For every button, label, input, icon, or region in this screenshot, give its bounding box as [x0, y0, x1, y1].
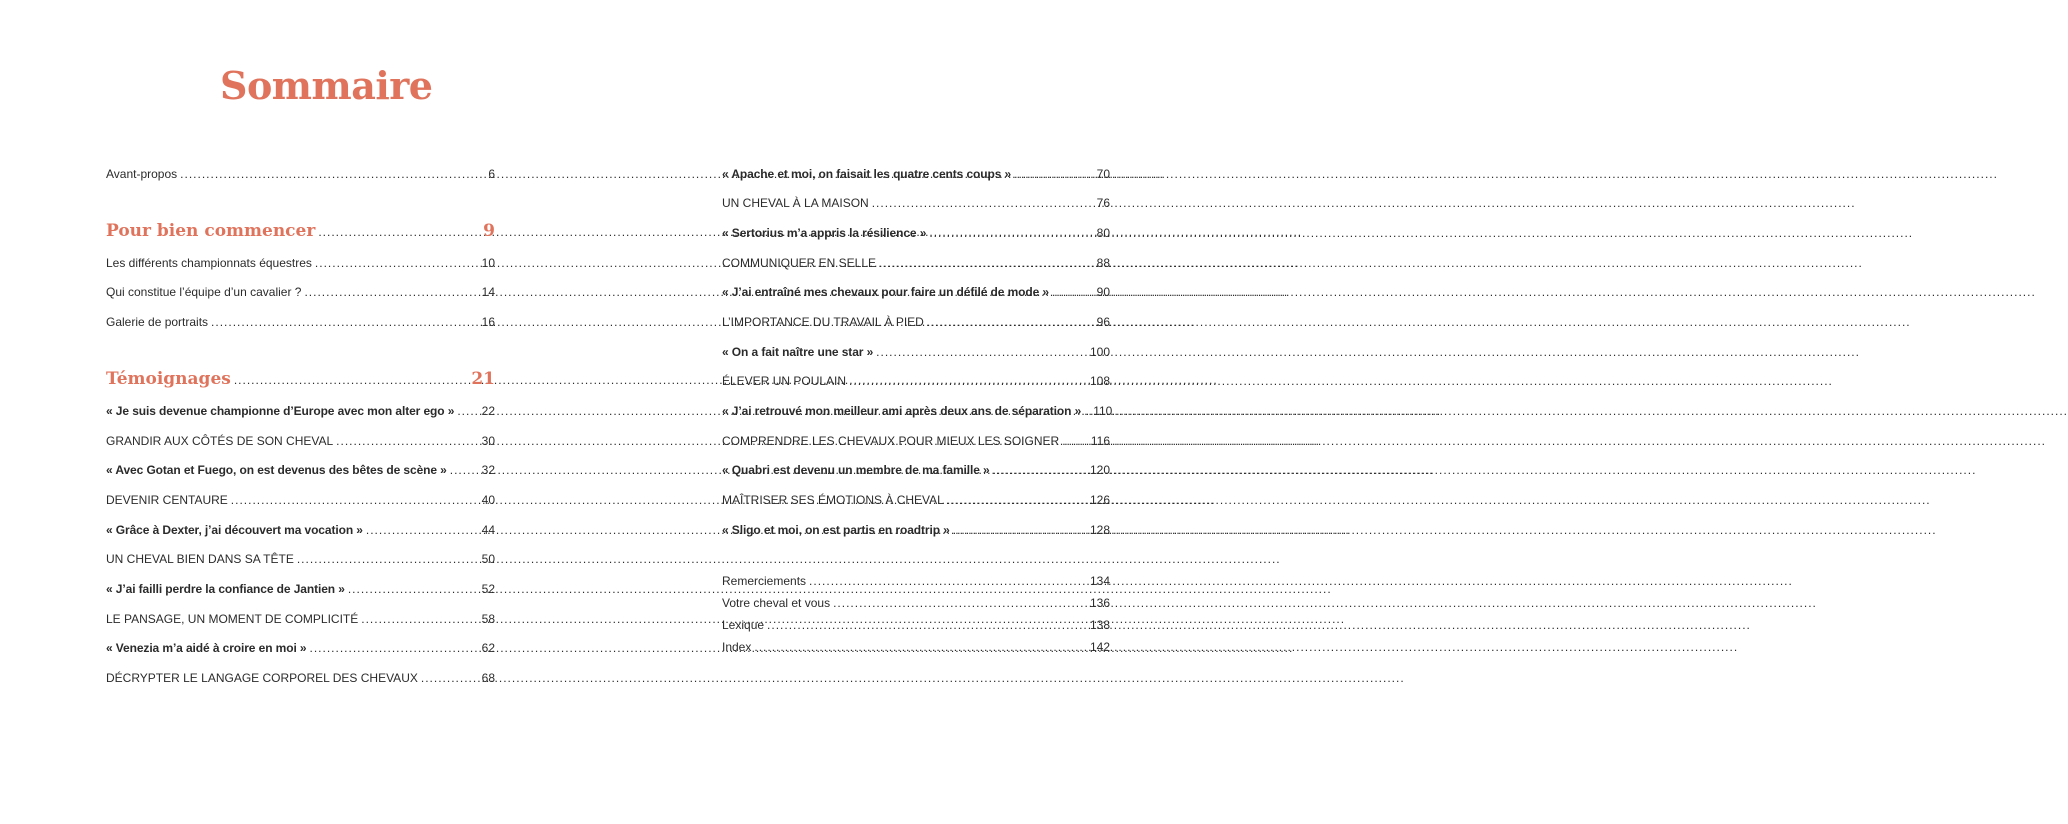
dot-leader: [879, 255, 1094, 271]
dot-leader: [833, 595, 1087, 611]
toc-entry[interactable]: [722, 314, 1110, 330]
toc-entry-page: 76: [1096, 196, 1110, 210]
toc-entry-label: « Quabri est devenu un membre de ma famille »: [722, 463, 990, 477]
toc-entry[interactable]: [106, 284, 495, 300]
toc-entry-page: 128: [1089, 523, 1110, 537]
toc-entry-page: 22: [481, 404, 495, 418]
toc-entry-page: 62: [481, 641, 495, 655]
dot-leader: [947, 492, 1087, 508]
toc-entry-label: DEVENIR CENTAURE: [106, 493, 228, 507]
toc-entry[interactable]: [722, 522, 1110, 538]
toc-entry-page: 68: [481, 671, 495, 685]
toc-entry-page: 44: [481, 523, 495, 537]
section-heading-page: 21: [471, 369, 495, 389]
section-heading-page: 9: [483, 221, 495, 241]
toc-entry[interactable]: [722, 166, 1110, 182]
toc-entry-page: 10: [481, 256, 495, 270]
dot-leader: [876, 344, 1087, 360]
dot-leader: [234, 369, 468, 391]
toc-entry-page: 70: [1096, 167, 1110, 181]
toc-entry-page: 40: [481, 493, 495, 507]
toc-entry-label: COMMUNIQUER EN SELLE: [722, 256, 877, 270]
toc-entry-page: 32: [481, 463, 495, 477]
toc-entry[interactable]: [106, 462, 495, 478]
dot-leader: [336, 433, 478, 449]
dot-leader: [809, 573, 1087, 589]
toc-entry-label: « Grâce à Dexter, j’ai découvert ma vocation »: [106, 523, 363, 537]
toc-entry-page: 134: [1089, 574, 1110, 588]
toc-entry-avant-propos[interactable]: [106, 166, 495, 182]
dot-leader: [231, 492, 479, 508]
dot-leader: [754, 639, 1087, 655]
toc-entry-page: 52: [481, 582, 495, 596]
toc-entry[interactable]: [106, 640, 495, 656]
toc-entry[interactable]: [722, 284, 1110, 300]
toc-entry-page: 120: [1089, 463, 1110, 477]
toc-entry-page: 138: [1089, 618, 1110, 632]
dot-leader: [180, 166, 485, 182]
dot-leader: [1084, 403, 1090, 419]
toc-entry-page: 80: [1096, 226, 1110, 240]
toc-entry-label: L’IMPORTANCE DU TRAVAIL À PIED: [722, 315, 924, 329]
toc-entry-page: 50: [481, 552, 495, 566]
dot-leader: [450, 462, 479, 478]
toc-entry[interactable]: [106, 611, 495, 627]
toc-entry-label: Les différents championnats équestres: [106, 256, 312, 270]
dot-leader: [1062, 433, 1088, 449]
toc-entry-label: Qui constitue l’équipe d’un cavalier ?: [106, 285, 302, 299]
toc-entry-label: « Avec Gotan et Fuego, on est devenus des bêtes de scène »: [106, 463, 447, 477]
dot-leader: [361, 611, 478, 627]
toc-entry-label: « Apache et moi, on faisait les quatre cents coups »: [722, 167, 1012, 181]
toc-entry[interactable]: [722, 492, 1110, 508]
dot-leader: [927, 314, 1094, 330]
dot-leader: [211, 314, 479, 330]
toc-entry[interactable]: [722, 462, 1110, 478]
toc-entry-label: DÉCRYPTER LE LANGAGE CORPOREL DES CHEVAUX: [106, 671, 418, 685]
dot-leader: [297, 551, 479, 567]
dot-leader: [993, 462, 1087, 478]
toc-entry-label: Votre cheval et vous: [722, 596, 831, 610]
toc-entry[interactable]: [722, 433, 1110, 449]
dot-leader: [304, 284, 478, 300]
toc-entry-label: Lexique: [722, 618, 765, 632]
section-heading-temoignages[interactable]: [106, 368, 495, 391]
toc-entry-page: 58: [481, 612, 495, 626]
toc-entry[interactable]: [722, 225, 1110, 241]
toc-entry-page: 110: [1093, 404, 1113, 418]
toc-entry-label: GRANDIR AUX CÔTÉS DE SON CHEVAL: [106, 434, 334, 448]
toc-entry-label: « Je suis devenue championne d’Europe avec mon alter ego »: [106, 404, 455, 418]
toc-entry[interactable]: [722, 403, 1113, 419]
toc-entry-label: « J’ai retrouvé mon meilleur ami après deux ans de séparation »: [722, 404, 1082, 418]
dot-leader: [767, 617, 1087, 633]
toc-entry-votre-cheval-et-vous[interactable]: [722, 595, 1110, 611]
dot-leader: [1014, 166, 1094, 182]
toc-entry-label: « On a fait naître une star »: [722, 345, 874, 359]
toc-entry[interactable]: [106, 551, 495, 567]
toc-entry[interactable]: [106, 492, 495, 508]
toc-entry[interactable]: [722, 255, 1110, 271]
section-heading-label: Témoignages: [106, 369, 231, 389]
toc-entry-remerciements[interactable]: [722, 573, 1110, 589]
dot-leader: [457, 403, 478, 419]
page-title: Sommaire: [220, 63, 433, 108]
toc-entry-label: « Sligo et moi, on est partis en roadtrip »: [722, 523, 950, 537]
section-heading-pour-bien-commencer[interactable]: [106, 220, 495, 243]
toc-entry-page: 6: [488, 167, 495, 181]
toc-entry-page: 88: [1096, 256, 1110, 270]
section-heading-label: Pour bien commencer: [106, 221, 316, 241]
toc-entry-page: 126: [1089, 493, 1110, 507]
toc-entry-label: COMPRENDRE LES CHEVAUX POUR MIEUX LES SOIGNER: [722, 434, 1060, 448]
dot-leader: [849, 373, 1087, 389]
toc-entry[interactable]: [106, 403, 495, 419]
toc-entry[interactable]: [722, 195, 1110, 211]
toc-entry-label: UN CHEVAL BIEN DANS SA TÊTE: [106, 552, 294, 566]
toc-entry[interactable]: [722, 344, 1110, 360]
toc-entry-page: 116: [1090, 434, 1110, 448]
dot-leader: [318, 221, 480, 243]
toc-entry[interactable]: [106, 581, 495, 597]
toc-entry-label: Galerie de portraits: [106, 315, 209, 329]
toc-entry-page: 108: [1089, 374, 1110, 388]
toc-entry-label: « J’ai entraîné mes chevaux pour faire un défilé de mode »: [722, 285, 1049, 299]
dot-leader: [929, 225, 1093, 241]
toc-entry-page: 96: [1096, 315, 1110, 329]
toc-entry[interactable]: [106, 255, 495, 271]
dot-leader: [310, 640, 479, 656]
toc-entry-label: MAÎTRISER SES ÉMOTIONS À CHEVAL: [722, 493, 944, 507]
toc-entry-lexique[interactable]: [722, 617, 1110, 633]
toc-entry[interactable]: [106, 670, 495, 686]
dot-leader: [366, 522, 479, 538]
toc-entry-label: ÉLEVER UN POULAIN: [722, 374, 847, 388]
dot-leader: [315, 255, 479, 271]
dot-leader: [1052, 284, 1094, 300]
toc-entry-page: 100: [1089, 345, 1110, 359]
dot-leader: [872, 195, 1094, 211]
toc-entry-label: LE PANSAGE, UN MOMENT DE COMPLICITÉ: [106, 612, 359, 626]
toc-entry-label: Avant-propos: [106, 167, 178, 181]
toc-entry[interactable]: [106, 433, 495, 449]
toc-entry-page: 16: [481, 315, 495, 329]
toc-entry[interactable]: [106, 522, 495, 538]
toc-entry-label: « Sertorius m’a appris la résilience »: [722, 226, 927, 240]
toc-entry[interactable]: [106, 314, 495, 330]
toc-entry[interactable]: [722, 373, 1110, 389]
toc-entry-label: « J’ai failli perdre la confiance de Jantien »: [106, 582, 345, 596]
toc-entry-label: Index: [722, 640, 752, 654]
toc-entry-page: 90: [1096, 285, 1110, 299]
toc-entry-page: 136: [1089, 596, 1110, 610]
toc-entry-page: 30: [481, 434, 495, 448]
toc-entry-label: « Venezia m’a aidé à croire en moi »: [106, 641, 307, 655]
dot-leader: [953, 522, 1087, 538]
toc-entry-page: 142: [1089, 640, 1110, 654]
toc-entry-label: UN CHEVAL À LA MAISON: [722, 196, 869, 210]
toc-entry-page: 14: [481, 285, 495, 299]
dot-leader: [421, 670, 479, 686]
toc-entry-index[interactable]: [722, 639, 1110, 655]
dot-leader: [348, 581, 479, 597]
toc-entry-label: Remerciements: [722, 574, 807, 588]
